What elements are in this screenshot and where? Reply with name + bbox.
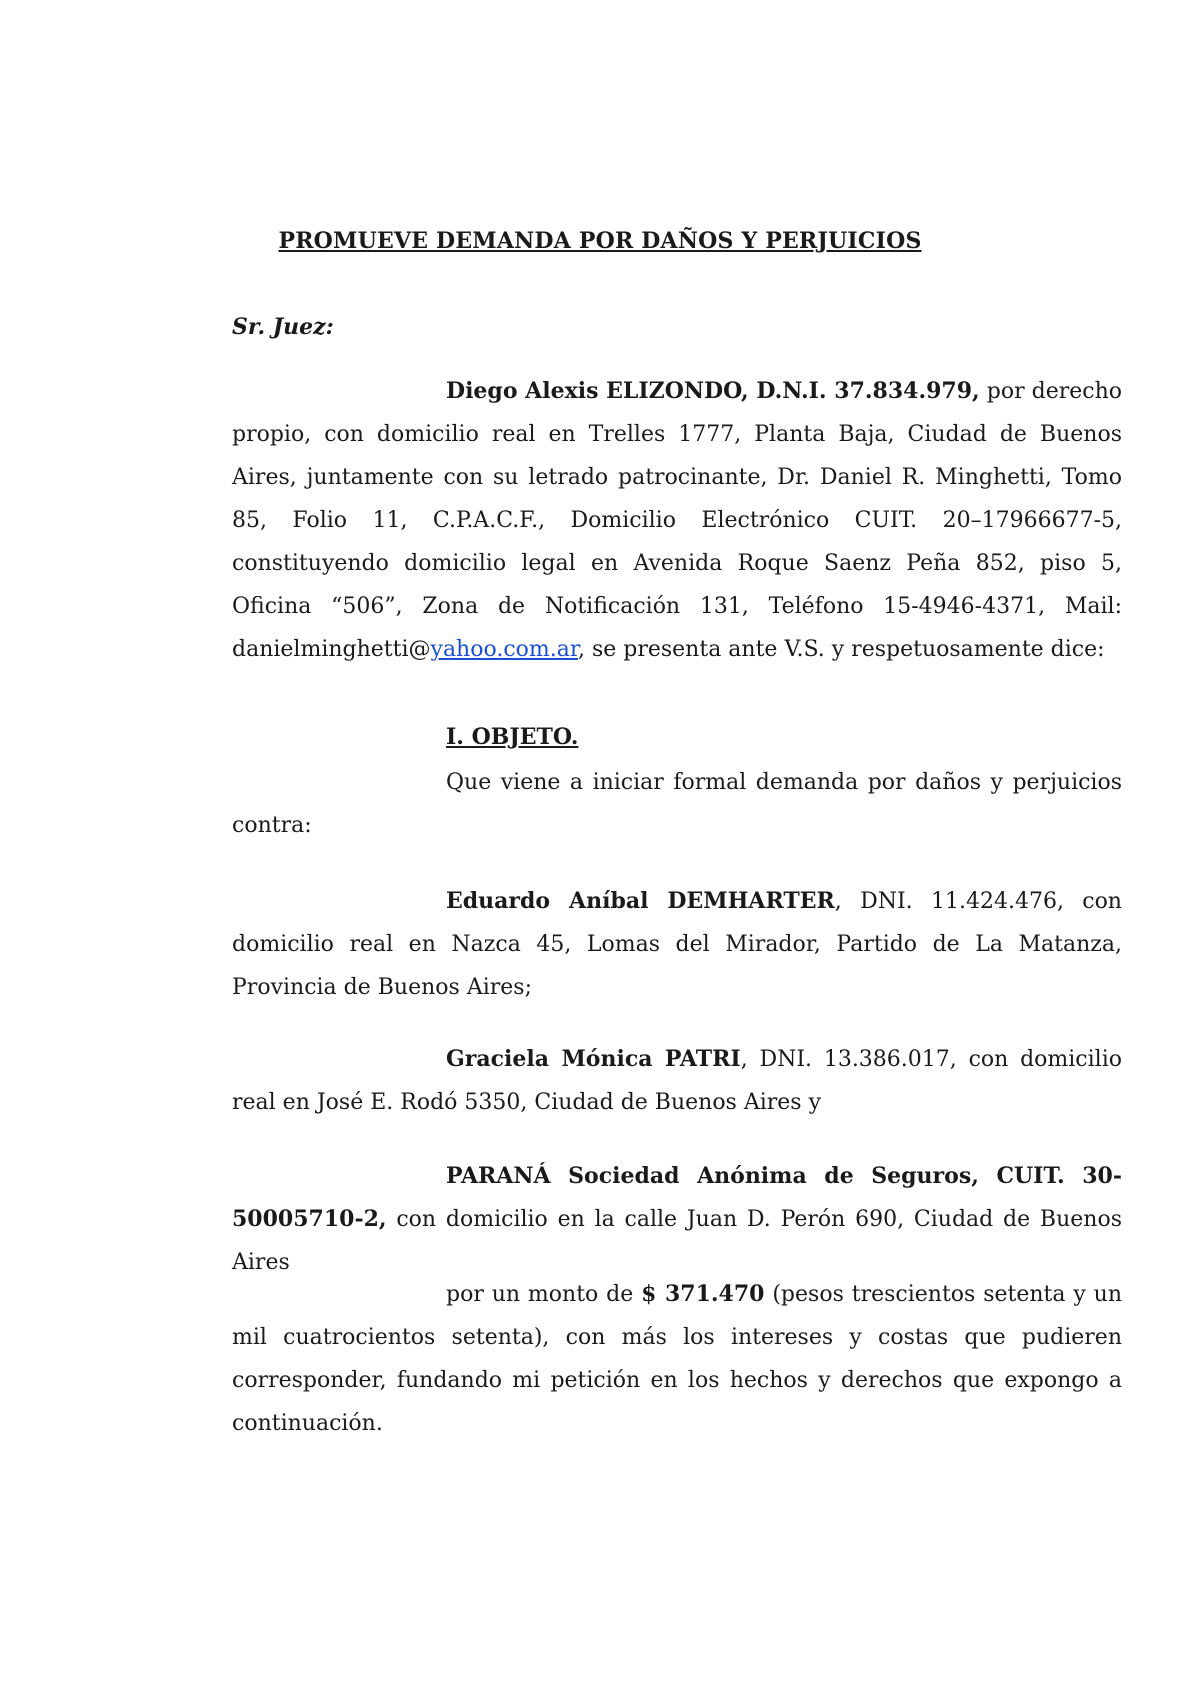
defendant-paragraph-3 — [232, 1155, 1122, 1284]
defendant-name: PARANÁ Sociedad Anónima de Seguros, CUIT. 30-50005710-2, — [232, 1163, 1122, 1232]
plaintiff-text: por derecho propio, con domicilio real en Trelles 1777, Planta Baja, Ciudad de Buenos Aires, juntamente con su letrado patrocinante, Dr. Daniel R. Minghetti, Tomo 85, Folio 11, C.P.A.C.F., Domicilio Electrónico CUIT. 20–17966677-5, constituyendo domicilio legal en Avenida Roque Saenz Peña 852, piso 5, Oficina “506”, Zona de Notificación 131, Teléfono 15-4946-4371, Mail: danielminghetti@ — [232, 379, 1122, 662]
plaintiff-text-end: , se presenta ante V.S. y respetuosamente dice: — [577, 637, 1105, 662]
defendant-paragraph-2 — [232, 1038, 1122, 1124]
section-heading-objeto: I. OBJETO. — [446, 724, 579, 750]
defendant-text: , DNI. 11.424.476, con domicilio real en Nazca 45, Lomas del Mirador, Partido de La Matanza, Provincia de Buenos Aires; — [232, 889, 1122, 1000]
salutation: Sr. Juez: — [232, 314, 334, 340]
amount-suffix: (pesos trescientos setenta y un mil cuatrocientos setenta), con más los intereses y costas que pudieren corresponder, fundando mi petición en los hechos y derechos que expongo a continuación. — [232, 1282, 1122, 1436]
defendant-text: con domicilio en la calle Juan D. Perón 690, Ciudad de Buenos Aires — [232, 1207, 1122, 1275]
document-title: PROMUEVE DEMANDA POR DAÑOS Y PERJUICIOS — [278, 228, 922, 254]
amount-paragraph — [232, 1273, 1122, 1445]
defendant-name: Eduardo Aníbal DEMHARTER — [446, 888, 835, 914]
email-link[interactable]: yahoo.com.ar — [430, 637, 578, 662]
plaintiff-paragraph — [232, 370, 1122, 671]
defendant-paragraph-1 — [232, 880, 1122, 1009]
defendant-text: , DNI. 13.386.017, con domicilio real en José E. Rodó 5350, Ciudad de Buenos Aires y — [232, 1047, 1122, 1115]
amount-prefix: por un monto de — [446, 1282, 642, 1307]
defendant-name: Graciela Mónica PATRI — [446, 1046, 741, 1072]
amount-value: $ 371.470 — [641, 1281, 765, 1307]
objeto-paragraph: Que viene a iniciar formal demanda por daños y perjuicios contra: — [232, 770, 1122, 838]
plaintiff-name: Diego Alexis ELIZONDO, D.N.I. 37.834.979, — [446, 378, 980, 404]
